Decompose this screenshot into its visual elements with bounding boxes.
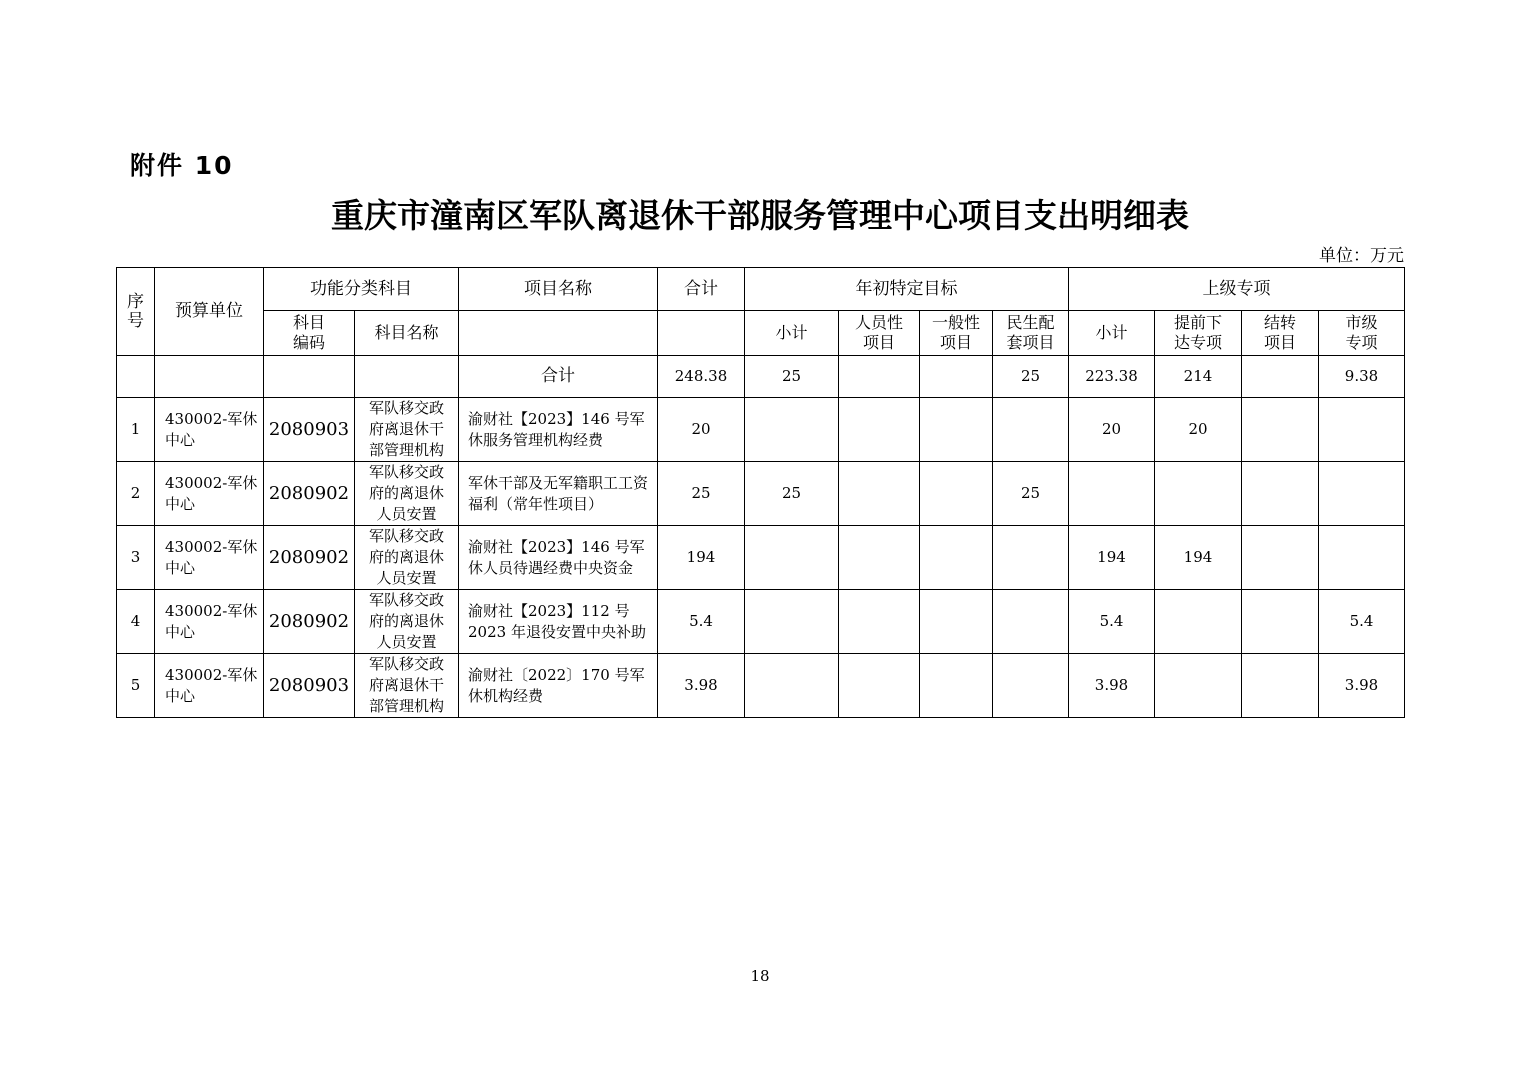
- cell-advance: 20: [1155, 398, 1242, 462]
- cell-general: [920, 462, 993, 526]
- cell-subject-code: 2080903: [264, 654, 355, 718]
- cell-subtotal-b: 3.98: [1069, 654, 1155, 718]
- cell-subtotal-b: [1069, 462, 1155, 526]
- cell-carryover: [1242, 590, 1319, 654]
- cell-subject-code: 2080902: [264, 526, 355, 590]
- totals-code: [264, 356, 355, 398]
- cell-seq: 3: [117, 526, 155, 590]
- cell-subject-name: 军队移交政府的离退休人员安置: [355, 590, 459, 654]
- cell-budget-unit: 430002-军休中心: [155, 526, 264, 590]
- header-subtotal-b: 小计: [1069, 311, 1155, 356]
- cell-subject-name: 军队移交政府的离退休人员安置: [355, 526, 459, 590]
- header-seq: 序号: [117, 268, 155, 356]
- header-project-name-blank: [459, 311, 658, 356]
- header-municipal: 市级专项: [1319, 311, 1405, 356]
- cell-subtotal-a: [745, 526, 839, 590]
- header-budget-unit: 预算单位: [155, 268, 264, 356]
- header-annual-target: 年初特定目标: [745, 268, 1069, 311]
- cell-carryover: [1242, 398, 1319, 462]
- totals-subject-name: [355, 356, 459, 398]
- totals-label: 合计: [459, 356, 658, 398]
- totals-personnel: [839, 356, 920, 398]
- header-general: 一般性项目: [920, 311, 993, 356]
- header-total: 合计: [658, 268, 745, 311]
- cell-total: 5.4: [658, 590, 745, 654]
- cell-carryover: [1242, 654, 1319, 718]
- cell-personnel: [839, 398, 920, 462]
- unit-label: 单位：万元: [1319, 246, 1404, 266]
- cell-subject-name: 军队移交政府的离退休人员安置: [355, 462, 459, 526]
- cell-municipal: [1319, 398, 1405, 462]
- header-personnel: 人员性项目: [839, 311, 920, 356]
- totals-advance: 214: [1155, 356, 1242, 398]
- cell-subtotal-a: [745, 654, 839, 718]
- header-total-blank: [658, 311, 745, 356]
- cell-budget-unit: 430002-军休中心: [155, 398, 264, 462]
- totals-seq: [117, 356, 155, 398]
- header-row-1: [117, 268, 1405, 311]
- totals-general: [920, 356, 993, 398]
- cell-livelihood: [993, 526, 1069, 590]
- cell-subject-code: 2080903: [264, 398, 355, 462]
- table-row: [117, 462, 1405, 526]
- cell-personnel: [839, 526, 920, 590]
- table-row: [117, 654, 1405, 718]
- cell-personnel: [839, 654, 920, 718]
- totals-carryover: [1242, 356, 1319, 398]
- cell-municipal: [1319, 462, 1405, 526]
- cell-general: [920, 654, 993, 718]
- header-superior: 上级专项: [1069, 268, 1405, 311]
- cell-seq: 2: [117, 462, 155, 526]
- attachment-label: 附件 10: [130, 151, 234, 180]
- cell-seq: 4: [117, 590, 155, 654]
- cell-subtotal-b: 5.4: [1069, 590, 1155, 654]
- cell-municipal: [1319, 526, 1405, 590]
- cell-budget-unit: 430002-军休中心: [155, 654, 264, 718]
- cell-livelihood: 25: [993, 462, 1069, 526]
- page-number: 18: [750, 967, 770, 985]
- cell-total: 20: [658, 398, 745, 462]
- cell-municipal: 3.98: [1319, 654, 1405, 718]
- cell-subtotal-a: [745, 398, 839, 462]
- header-subtotal-a: 小计: [745, 311, 839, 356]
- table-row: [117, 398, 1405, 462]
- totals-unit: [155, 356, 264, 398]
- totals-subtotal-a: 25: [745, 356, 839, 398]
- cell-advance: [1155, 462, 1242, 526]
- cell-personnel: [839, 590, 920, 654]
- cell-total: 25: [658, 462, 745, 526]
- cell-livelihood: [993, 398, 1069, 462]
- cell-subject-code: 2080902: [264, 462, 355, 526]
- cell-advance: 194: [1155, 526, 1242, 590]
- cell-livelihood: [993, 654, 1069, 718]
- totals-subtotal-b: 223.38: [1069, 356, 1155, 398]
- header-func-class: 功能分类科目: [264, 268, 459, 311]
- cell-municipal: 5.4: [1319, 590, 1405, 654]
- cell-total: 3.98: [658, 654, 745, 718]
- totals-livelihood: 25: [993, 356, 1069, 398]
- header-livelihood: 民生配套项目: [993, 311, 1069, 356]
- cell-subtotal-b: 20: [1069, 398, 1155, 462]
- cell-project-name: 渝财社〔2022〕170 号军休机构经费: [459, 654, 658, 718]
- cell-carryover: [1242, 462, 1319, 526]
- header-subject-code: 科目编码: [264, 311, 355, 356]
- header-project-name: 项目名称: [459, 268, 658, 311]
- cell-budget-unit: 430002-军休中心: [155, 462, 264, 526]
- cell-subject-name: 军队移交政府离退休干部管理机构: [355, 398, 459, 462]
- cell-seq: 5: [117, 654, 155, 718]
- cell-carryover: [1242, 526, 1319, 590]
- cell-subtotal-a: [745, 590, 839, 654]
- cell-general: [920, 398, 993, 462]
- cell-project-name: 军休干部及无军籍职工工资福利（常年性项目）: [459, 462, 658, 526]
- cell-project-name: 渝财社【2023】146 号军休人员待遇经费中央资金: [459, 526, 658, 590]
- cell-seq: 1: [117, 398, 155, 462]
- cell-subject-code: 2080902: [264, 590, 355, 654]
- totals-row: [117, 356, 1405, 398]
- cell-general: [920, 590, 993, 654]
- cell-livelihood: [993, 590, 1069, 654]
- header-row-2: [117, 311, 1405, 356]
- header-carryover: 结转项目: [1242, 311, 1319, 356]
- header-advance: 提前下达专项: [1155, 311, 1242, 356]
- cell-advance: [1155, 654, 1242, 718]
- cell-project-name: 渝财社【2023】146 号军休服务管理机构经费: [459, 398, 658, 462]
- cell-subtotal-b: 194: [1069, 526, 1155, 590]
- project-expenditure-table: [116, 267, 1405, 718]
- document-title: 重庆市潼南区军队离退休干部服务管理中心项目支出明细表: [331, 196, 1189, 235]
- cell-total: 194: [658, 526, 745, 590]
- table-row: [117, 590, 1405, 654]
- totals-total: 248.38: [658, 356, 745, 398]
- cell-budget-unit: 430002-军休中心: [155, 590, 264, 654]
- cell-subject-name: 军队移交政府离退休干部管理机构: [355, 654, 459, 718]
- totals-municipal: 9.38: [1319, 356, 1405, 398]
- cell-personnel: [839, 462, 920, 526]
- cell-project-name: 渝财社【2023】112 号 2023 年退役安置中央补助: [459, 590, 658, 654]
- table-row: [117, 526, 1405, 590]
- cell-general: [920, 526, 993, 590]
- header-subject-name: 科目名称: [355, 311, 459, 356]
- cell-subtotal-a: 25: [745, 462, 839, 526]
- cell-advance: [1155, 590, 1242, 654]
